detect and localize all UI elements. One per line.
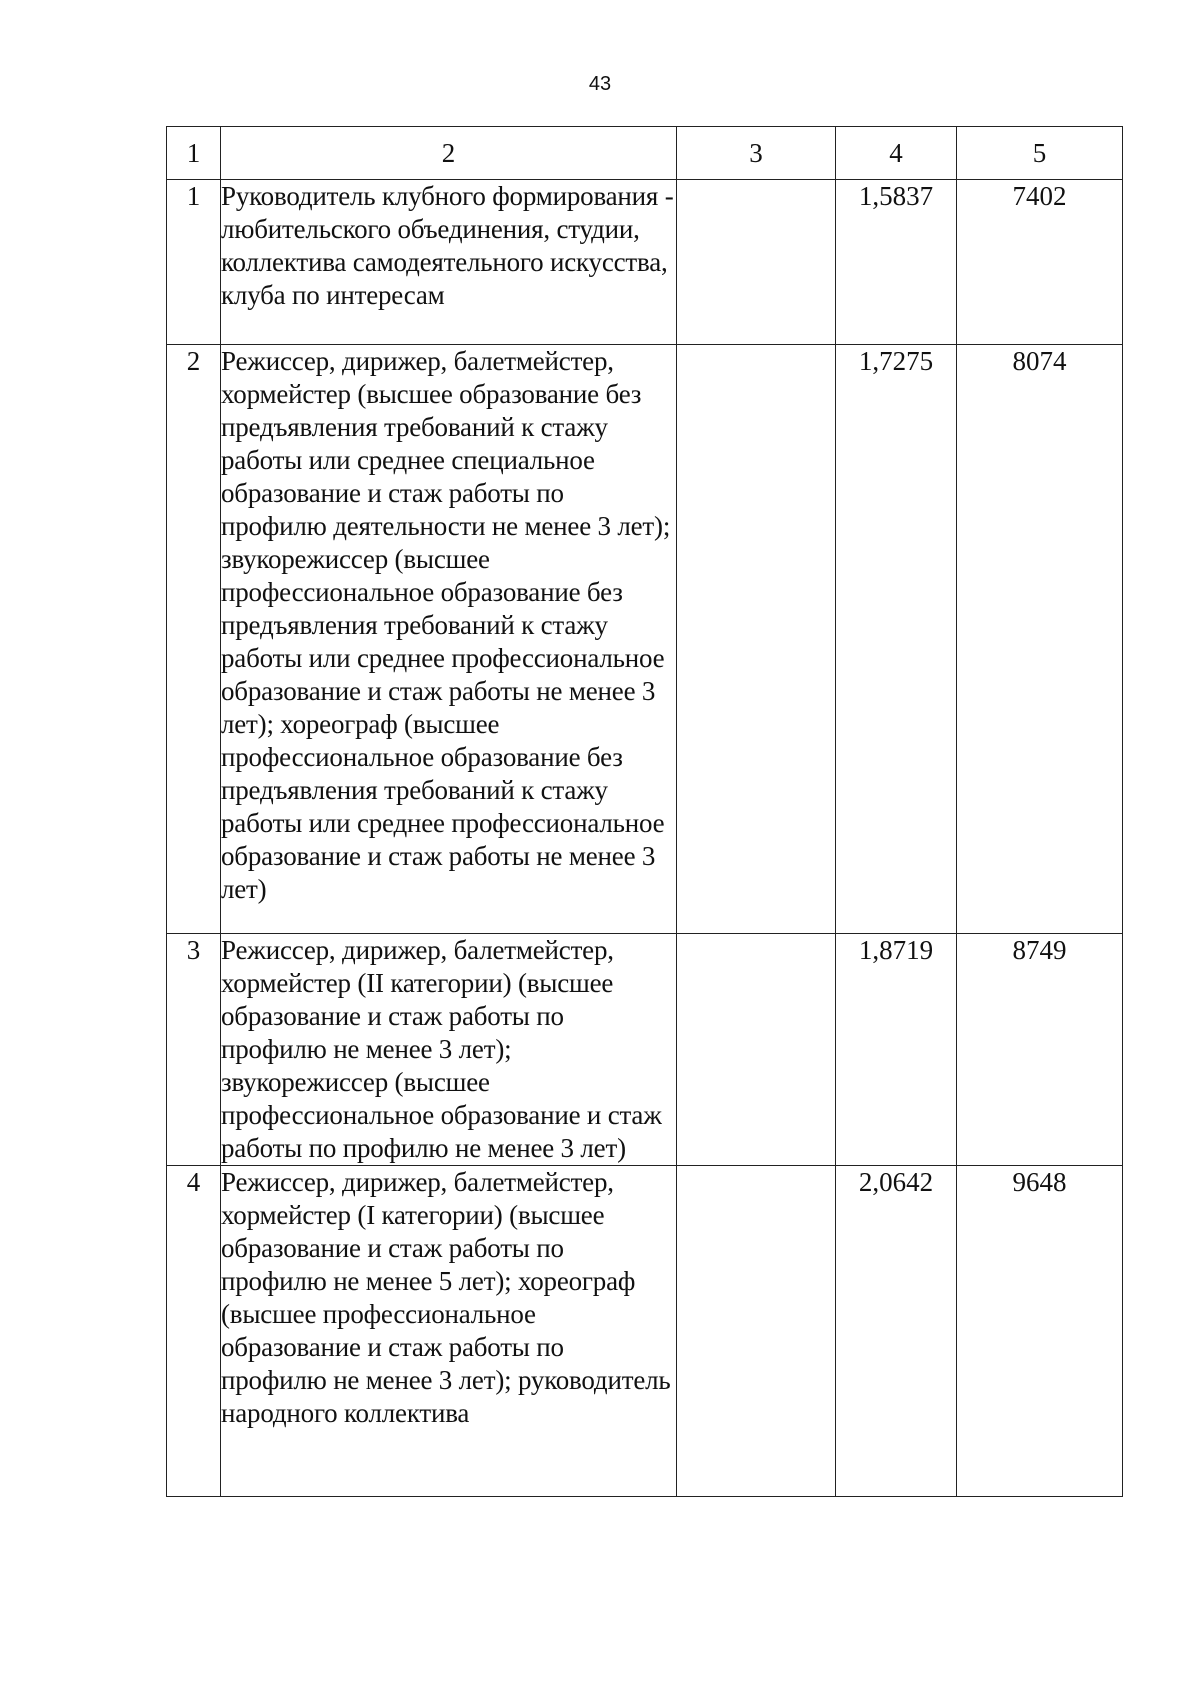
row-number: 2	[167, 345, 221, 934]
header-cell-3: 3	[677, 127, 836, 180]
page-number: 43	[588, 73, 612, 95]
row-number: 3	[167, 934, 221, 1166]
position-description: Режиссер, дирижер, балетмейстер, хормейстер (высшее образование без предъявления требований к стажу работы или среднее специальное образование и стаж работы по профилю деятельности не менее 3 лет); звукорежиссер (высшее профессиональное образование без предъявления требований к стажу работы или среднее профессиональное образование и стаж работы не менее 3 лет); хореограф (высшее профессиональное образование без предъявления требований к стажу работы или среднее профессиональное образование и стаж работы не менее 3 лет)	[221, 345, 677, 934]
empty-cell	[677, 934, 836, 1166]
table-row	[167, 934, 1123, 1166]
coefficient-cell: 1,5837	[836, 180, 957, 345]
header-cell-2: 2	[221, 127, 677, 180]
header-cell-5: 5	[957, 127, 1123, 180]
row-number: 1	[167, 180, 221, 345]
salary-cell: 8074	[957, 345, 1123, 934]
table-row	[167, 1166, 1123, 1497]
table-header-row	[167, 127, 1123, 180]
salary-table	[166, 126, 1123, 1497]
salary-cell: 7402	[957, 180, 1123, 345]
header-cell-4: 4	[836, 127, 957, 180]
empty-cell	[677, 180, 836, 345]
position-description: Руководитель клубного формирования - любительского объединения, студии, коллектива самодеятельного искусства, клуба по интересам	[221, 180, 677, 345]
coefficient-cell: 1,8719	[836, 934, 957, 1166]
row-number: 4	[167, 1166, 221, 1497]
position-description: Режиссер, дирижер, балетмейстер, хормейстер (I категории) (высшее образование и стаж работы по профилю не менее 5 лет); хореограф (высшее профессиональное образование и стаж работы по профилю не менее 3 лет); руководитель народного коллектива	[221, 1166, 677, 1497]
table-row	[167, 180, 1123, 345]
coefficient-cell: 1,7275	[836, 345, 957, 934]
salary-cell: 8749	[957, 934, 1123, 1166]
coefficient-cell: 2,0642	[836, 1166, 957, 1497]
header-cell-1: 1	[167, 127, 221, 180]
empty-cell	[677, 345, 836, 934]
empty-cell	[677, 1166, 836, 1497]
position-description: Режиссер, дирижер, балетмейстер, хормейстер (II категории) (высшее образование и стаж работы по профилю не менее 3 лет); звукорежиссер (высшее профессиональное образование и стаж работы по профилю не менее 3 лет)	[221, 934, 677, 1166]
salary-cell: 9648	[957, 1166, 1123, 1497]
table-row	[167, 345, 1123, 934]
